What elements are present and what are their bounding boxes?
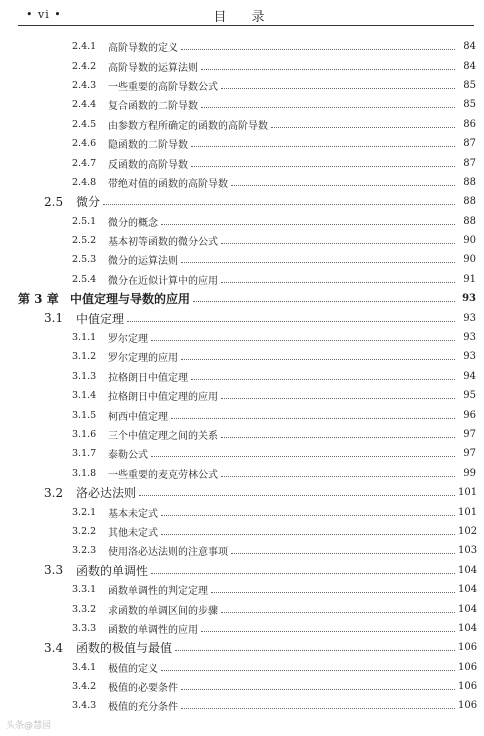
toc-entry-number: 3.1.4 bbox=[72, 390, 97, 402]
toc-entry-page: 94 bbox=[463, 370, 476, 382]
page-header bbox=[0, 0, 484, 26]
toc-entry-title: 由参数方程所确定的函数的高阶导数 bbox=[108, 120, 268, 132]
toc-entry-number: 3.2.2 bbox=[72, 525, 97, 537]
toc-entry-title: 带绝对值的函数的高阶导数 bbox=[108, 178, 228, 190]
toc-entry-number: 3.1.1 bbox=[72, 332, 97, 344]
toc-subsection bbox=[0, 76, 484, 95]
toc-entry-page: 101 bbox=[458, 487, 478, 499]
dot-leader bbox=[161, 534, 455, 535]
dot-leader bbox=[139, 495, 455, 496]
toc-subsection bbox=[0, 541, 484, 560]
toc-entry-page: 106 bbox=[458, 661, 478, 673]
toc-entry-title: 求函数的单调区间的步骤 bbox=[108, 605, 218, 617]
toc-entry-title: 基本初等函数的微分公式 bbox=[108, 237, 218, 249]
toc-entry-title: 三个中值定理之间的关系 bbox=[108, 431, 218, 442]
toc-entry-number: 3.2.1 bbox=[72, 506, 97, 518]
toc-entry-title: 函数的单调性 bbox=[76, 563, 149, 578]
toc-subsection bbox=[0, 37, 484, 56]
toc-entry-number: 3.4 bbox=[44, 640, 64, 655]
watermark: 头条@慧园 bbox=[6, 721, 52, 731]
toc-section bbox=[0, 561, 484, 580]
toc-entry-number: 3.1.8 bbox=[72, 467, 97, 479]
toc-subsection bbox=[0, 425, 484, 444]
toc-entry-title: 反函数的高阶导数 bbox=[108, 159, 188, 171]
page-title: 目 录 bbox=[213, 10, 271, 25]
toc-entry-title: 高阶导数的定义 bbox=[108, 43, 178, 55]
toc-entry-page: 99 bbox=[463, 467, 476, 479]
toc-entry-title: 隐函数的二阶导数 bbox=[108, 140, 188, 152]
toc-subsection bbox=[0, 56, 484, 75]
header-rule bbox=[18, 25, 474, 26]
dot-leader bbox=[191, 166, 455, 167]
toc-subsection bbox=[0, 212, 484, 231]
toc-entry-page: 95 bbox=[463, 390, 476, 402]
toc-subsection bbox=[0, 444, 484, 463]
toc-entry-title: 微分在近似计算中的应用 bbox=[108, 275, 218, 287]
toc-entry-title: 泰勒公式 bbox=[108, 450, 148, 462]
toc-entry-page: 97 bbox=[463, 448, 476, 460]
toc-entry-number: 2.5.1 bbox=[72, 215, 97, 227]
toc-entry-number: 2.4.2 bbox=[72, 60, 97, 72]
toc-entry-number: 3.3.3 bbox=[72, 622, 97, 634]
dot-leader bbox=[221, 476, 455, 477]
toc-section bbox=[0, 192, 484, 211]
toc-entry-page: 106 bbox=[458, 642, 478, 654]
dot-leader bbox=[211, 592, 455, 593]
toc-subsection bbox=[0, 115, 484, 134]
toc-subsection bbox=[0, 347, 484, 366]
dot-leader bbox=[151, 456, 455, 457]
toc-entry-title: 极值的充分条件 bbox=[108, 702, 178, 714]
dot-leader bbox=[221, 282, 455, 283]
dot-leader bbox=[221, 88, 455, 89]
dot-leader bbox=[191, 379, 455, 380]
toc-entry-title: 极值的定义 bbox=[108, 663, 158, 675]
toc-entry-page: 106 bbox=[458, 700, 478, 712]
toc-subsection bbox=[0, 502, 484, 521]
dot-leader bbox=[181, 262, 455, 263]
dot-leader bbox=[193, 301, 455, 302]
toc-section bbox=[0, 638, 484, 657]
toc-subsection bbox=[0, 367, 484, 386]
toc-entry-number: 3.1.3 bbox=[72, 370, 97, 382]
dot-leader bbox=[191, 146, 455, 147]
toc-subsection bbox=[0, 153, 484, 172]
toc-entry-number: 2.5 bbox=[44, 194, 64, 209]
toc-entry-title: 高阶导数的运算法则 bbox=[108, 62, 198, 74]
toc-entry-page: 96 bbox=[463, 409, 476, 421]
toc-subsection bbox=[0, 134, 484, 153]
toc-entry-number: 2.4.4 bbox=[72, 99, 97, 111]
toc-entry-number: 2.5.4 bbox=[72, 273, 97, 285]
dot-leader bbox=[175, 650, 455, 651]
toc-entry-number: 2.5.2 bbox=[72, 235, 97, 247]
toc-subsection bbox=[0, 328, 484, 347]
dot-leader bbox=[201, 631, 455, 632]
toc-entry-number: 3.1.7 bbox=[72, 448, 97, 460]
toc-subsection bbox=[0, 95, 484, 114]
dot-leader bbox=[181, 689, 455, 690]
toc-entry-page: 84 bbox=[463, 60, 476, 72]
toc-entry-number: 3.2 bbox=[44, 485, 64, 500]
toc-entry-number: 2.5.3 bbox=[72, 254, 97, 266]
dot-leader bbox=[201, 69, 455, 70]
toc-entry-page: 103 bbox=[458, 545, 478, 557]
dot-leader bbox=[161, 224, 455, 225]
toc-entry-title: 拉格朗日中值定理 bbox=[108, 372, 188, 384]
toc-entry-number: 3.1 bbox=[44, 311, 64, 326]
toc-entry-page: 93 bbox=[463, 351, 476, 363]
toc-entry-number: 3.3.2 bbox=[72, 603, 97, 615]
dot-leader bbox=[201, 107, 455, 108]
toc-entry-number: 第 3 章 bbox=[18, 292, 59, 307]
toc-entry-page: 87 bbox=[463, 138, 476, 150]
toc-entry-page: 106 bbox=[458, 681, 478, 693]
toc-entry-title: 函数的单调性的应用 bbox=[108, 624, 198, 636]
toc-subsection bbox=[0, 386, 484, 405]
toc-entry-title: 柯西中值定理 bbox=[108, 411, 168, 423]
dot-leader bbox=[221, 398, 455, 399]
toc-entry-number: 2.4.3 bbox=[72, 79, 97, 91]
toc-subsection bbox=[0, 464, 484, 483]
toc-entry-page: 93 bbox=[463, 312, 476, 324]
toc-entry-number: 2.4.6 bbox=[72, 138, 97, 150]
table-of-contents bbox=[0, 37, 484, 716]
toc-entry-number: 2.4.7 bbox=[72, 157, 97, 169]
toc-entry-page: 86 bbox=[463, 118, 476, 130]
toc-entry-page: 85 bbox=[463, 79, 476, 91]
toc-entry-number: 3.1.6 bbox=[72, 429, 97, 440]
toc-entry-page: 90 bbox=[463, 235, 476, 247]
toc-entry-page: 91 bbox=[463, 273, 476, 285]
toc-entry-page: 87 bbox=[463, 157, 476, 169]
toc-entry-number: 3.1.5 bbox=[72, 409, 97, 421]
toc-section bbox=[0, 483, 484, 502]
toc-entry-page: 93 bbox=[463, 332, 476, 344]
toc-entry-title: 使用洛必达法则的注意事项 bbox=[108, 547, 228, 559]
dot-leader bbox=[171, 418, 455, 419]
dot-leader bbox=[231, 185, 455, 186]
dot-leader bbox=[151, 573, 455, 574]
toc-entry-page: 97 bbox=[463, 429, 476, 440]
dot-leader bbox=[161, 515, 455, 516]
dot-leader bbox=[221, 612, 455, 613]
toc-entry-page: 85 bbox=[463, 99, 476, 111]
toc-entry-number: 3.4.3 bbox=[72, 700, 97, 712]
dot-leader bbox=[221, 243, 455, 244]
toc-entry-number: 3.3.1 bbox=[72, 584, 97, 596]
dot-leader bbox=[221, 437, 455, 438]
toc-entry-page: 104 bbox=[458, 622, 478, 634]
toc-entry-number: 3.4.1 bbox=[72, 661, 97, 673]
toc-entry-title: 一些重要的高阶导数公式 bbox=[108, 81, 218, 93]
toc-entry-title: 基本未定式 bbox=[108, 508, 158, 520]
toc-entry-title: 中值定理与导数的应用 bbox=[70, 292, 191, 307]
toc-subsection bbox=[0, 658, 484, 677]
toc-entry-title: 一些重要的麦克劳林公式 bbox=[108, 469, 218, 481]
toc-entry-page: 90 bbox=[463, 254, 476, 266]
toc-entry-number: 3.2.3 bbox=[72, 545, 97, 557]
toc-chapter bbox=[0, 289, 484, 308]
toc-subsection bbox=[0, 619, 484, 638]
dot-leader bbox=[127, 321, 455, 322]
toc-entry-number: 3.4.2 bbox=[72, 681, 97, 693]
toc-subsection bbox=[0, 250, 484, 269]
toc-entry-title: 极值的必要条件 bbox=[108, 683, 178, 695]
page-number: • vi • bbox=[26, 8, 62, 21]
toc-entry-title: 函数的极值与最值 bbox=[76, 641, 173, 656]
toc-entry-title: 拉格朗日中值定理的应用 bbox=[108, 392, 218, 404]
toc-subsection bbox=[0, 173, 484, 192]
toc-entry-title: 其他未定式 bbox=[108, 527, 158, 539]
dot-leader bbox=[103, 204, 455, 205]
toc-entry-page: 104 bbox=[458, 584, 478, 596]
toc-subsection bbox=[0, 677, 484, 696]
toc-entry-title: 微分的运算法则 bbox=[108, 256, 178, 268]
dot-leader bbox=[151, 340, 455, 341]
toc-subsection bbox=[0, 599, 484, 618]
toc-entry-page: 102 bbox=[458, 525, 478, 537]
toc-entry-number: 2.4.1 bbox=[72, 41, 97, 53]
dot-leader bbox=[271, 127, 455, 128]
toc-subsection bbox=[0, 405, 484, 424]
dot-leader bbox=[231, 553, 455, 554]
dot-leader bbox=[161, 670, 455, 671]
dot-leader bbox=[181, 708, 455, 709]
toc-subsection bbox=[0, 231, 484, 250]
toc-subsection bbox=[0, 522, 484, 541]
dot-leader bbox=[181, 359, 455, 360]
toc-entry-number: 3.1.2 bbox=[72, 351, 97, 363]
toc-section bbox=[0, 308, 484, 327]
toc-entry-title: 罗尔定理的应用 bbox=[108, 353, 178, 365]
toc-entry-page: 88 bbox=[463, 196, 476, 208]
toc-entry-page: 88 bbox=[463, 176, 476, 188]
toc-entry-title: 微分 bbox=[76, 195, 101, 210]
toc-entry-number: 3.3 bbox=[44, 563, 64, 578]
toc-entry-title: 微分的概念 bbox=[108, 217, 158, 229]
toc-entry-number: 2.4.8 bbox=[72, 176, 97, 188]
toc-entry-number: 2.4.5 bbox=[72, 118, 97, 130]
toc-subsection bbox=[0, 270, 484, 289]
dot-leader bbox=[181, 49, 455, 50]
toc-entry-title: 罗尔定理 bbox=[108, 334, 148, 346]
toc-entry-page: 84 bbox=[463, 41, 476, 53]
toc-entry-title: 洛必达法则 bbox=[76, 486, 137, 501]
toc-entry-title: 复合函数的二阶导数 bbox=[108, 101, 198, 113]
toc-subsection bbox=[0, 696, 484, 715]
toc-subsection bbox=[0, 580, 484, 599]
toc-entry-title: 中值定理 bbox=[76, 311, 125, 326]
toc-entry-page: 88 bbox=[463, 215, 476, 227]
toc-entry-page: 93 bbox=[462, 293, 476, 305]
toc-entry-page: 101 bbox=[458, 506, 478, 518]
toc-entry-page: 104 bbox=[458, 603, 478, 615]
toc-entry-page: 104 bbox=[458, 564, 478, 576]
toc-entry-title: 函数单调性的判定定理 bbox=[108, 586, 208, 598]
